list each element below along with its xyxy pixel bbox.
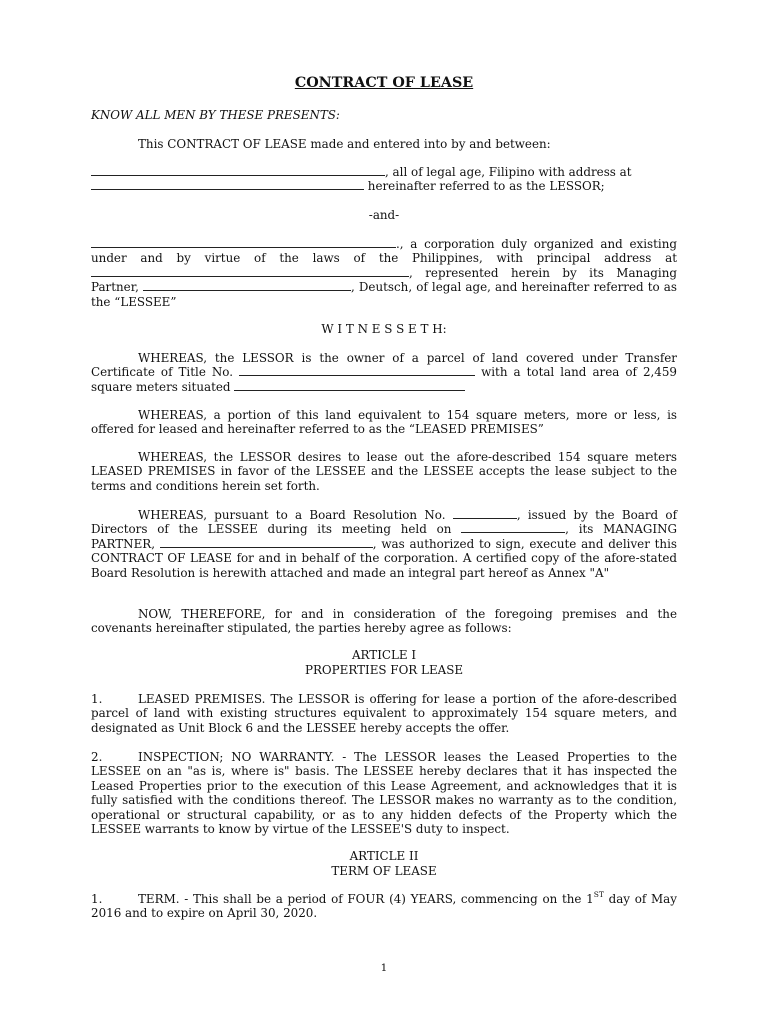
item-number: 1.: [91, 692, 103, 706]
lessor-paragraph: [91, 165, 677, 194]
ordinal-superscript: ST: [593, 890, 604, 899]
whereas-4-text-4: , was authorized to sign, execute and deliver this CONTRACT OF LEASE for and in behalf of the corporation. A certified copy of the afore-stated Board Resolution is herewith attached and made an integral part hereof as Annex "A": [91, 536, 677, 580]
item-text-continued: day of May 2016 and to expire on April 30, 2020.: [91, 892, 677, 921]
intro-paragraph: This CONTRACT OF LEASE made and entered into by and between:: [138, 137, 551, 151]
board-resolution-blank: [453, 508, 517, 519]
whereas-3: WHEREAS, the LESSOR desires to lease out the afore-described 154 square meters LEASED PREMISES in favor of the LESSEE and the LESSEE accepts the lease subject to the terms and conditions herein set forth.: [91, 450, 677, 493]
whereas-4-text-2: , issued by the Board of Directors of the LESSEE during its meeting held on: [91, 508, 677, 537]
managing-partner-blank: [143, 280, 351, 291]
whereas-1-text-1: WHEREAS, the LESSOR is the owner of a parcel of land covered under Transfer Certificate of Title No.: [91, 351, 677, 380]
item-number: 2.: [91, 750, 103, 764]
article-1-item-1: [91, 692, 677, 735]
know-all-men-line: KNOW ALL MEN BY THESE PRESENTS:: [91, 108, 340, 122]
whereas-1-text-2: with a total land area of 2,459 square meters situated: [91, 365, 677, 394]
article-2-subheading: TERM OF LEASE: [331, 864, 437, 878]
whereas-4-text-3: , its MANAGING PARTNER,: [91, 522, 677, 551]
article-1-subheading: PROPERTIES FOR LEASE: [304, 663, 464, 677]
item-text: LEASED PREMISES. The LESSOR is offering for lease a portion of the afore-described parcel of land with existing structures equivalent to approximately 154 square meters, and designated as Unit Block 6 and the LESSEE hereby accepts the offer.: [91, 692, 677, 735]
page-number: 1: [380, 962, 388, 974]
lessee-name-blank: [91, 237, 396, 248]
tct-number-blank: [239, 365, 475, 376]
lessee-address-blank: [91, 266, 409, 277]
lessee-paragraph: [91, 237, 677, 309]
whereas-2: WHEREAS, a portion of this land equivalent to 154 square meters, more or less, is offered for leased and hereinafter referred to as the “LEASED PREMISES”: [91, 408, 677, 437]
and-separator: -and-: [368, 208, 400, 222]
article-2-item-1: [91, 892, 677, 921]
item-text: TERM. - This shall be a period of FOUR (4) YEARS, commencing on the 1: [138, 892, 594, 906]
document-title: CONTRACT OF LEASE: [294, 75, 474, 91]
managing-partner-name-blank: [160, 537, 373, 548]
item-number: 1.: [91, 892, 103, 906]
now-therefore-paragraph: NOW, THEREFORE, for and in consideration of the foregoing premises and the covenants hereinafter stipulated, the parties hereby agree as follows:: [91, 607, 677, 636]
article-1-item-2: [91, 750, 677, 836]
lessor-address-blank: [91, 179, 364, 190]
lessee-text-1: ., a corporation duly organized and existing under and by virtue of the laws of the Philippines, with principal address at: [91, 237, 677, 266]
lessee-text-3: , Deutsch, of legal age, and hereinafter referred to as the “LESSEE”: [91, 280, 678, 309]
whereas-4: [91, 508, 677, 580]
meeting-date-blank: [461, 522, 565, 533]
article-1-heading: ARTICLE I: [351, 648, 417, 662]
lessee-text-2: , represented herein by its Managing Partner,: [91, 265, 677, 295]
lessor-text-2: hereinafter referred to as the LESSOR;: [364, 179, 605, 194]
whereas-4-text-1: WHEREAS, pursuant to a Board Resolution No.: [138, 508, 453, 522]
item-text: INSPECTION; NO WARRANTY. - The LESSOR leases the Leased Properties to the LESSEE on an "as is, where is" basis. The LESSEE hereby declares that it has inspected the Leased Properties prior to the execution of this Lease Agreement, and acknowledges that it is fully satisfied with the conditions thereof. The LESSOR makes no warranty as to the condition, operational or structural capability, or as to any hidden defects of the Property which the LESSEE warrants to know by virtue of the LESSEE'S duty to inspect.: [91, 750, 677, 837]
location-blank: [234, 380, 465, 391]
whereas-1: [91, 351, 677, 394]
lessor-text-1: , all of legal age, Filipino with address at: [385, 165, 632, 179]
article-2-heading: ARTICLE II: [349, 849, 419, 863]
witnesseth-heading: W I T N E S S E T H:: [321, 322, 447, 336]
lessor-name-blank: [91, 165, 385, 176]
